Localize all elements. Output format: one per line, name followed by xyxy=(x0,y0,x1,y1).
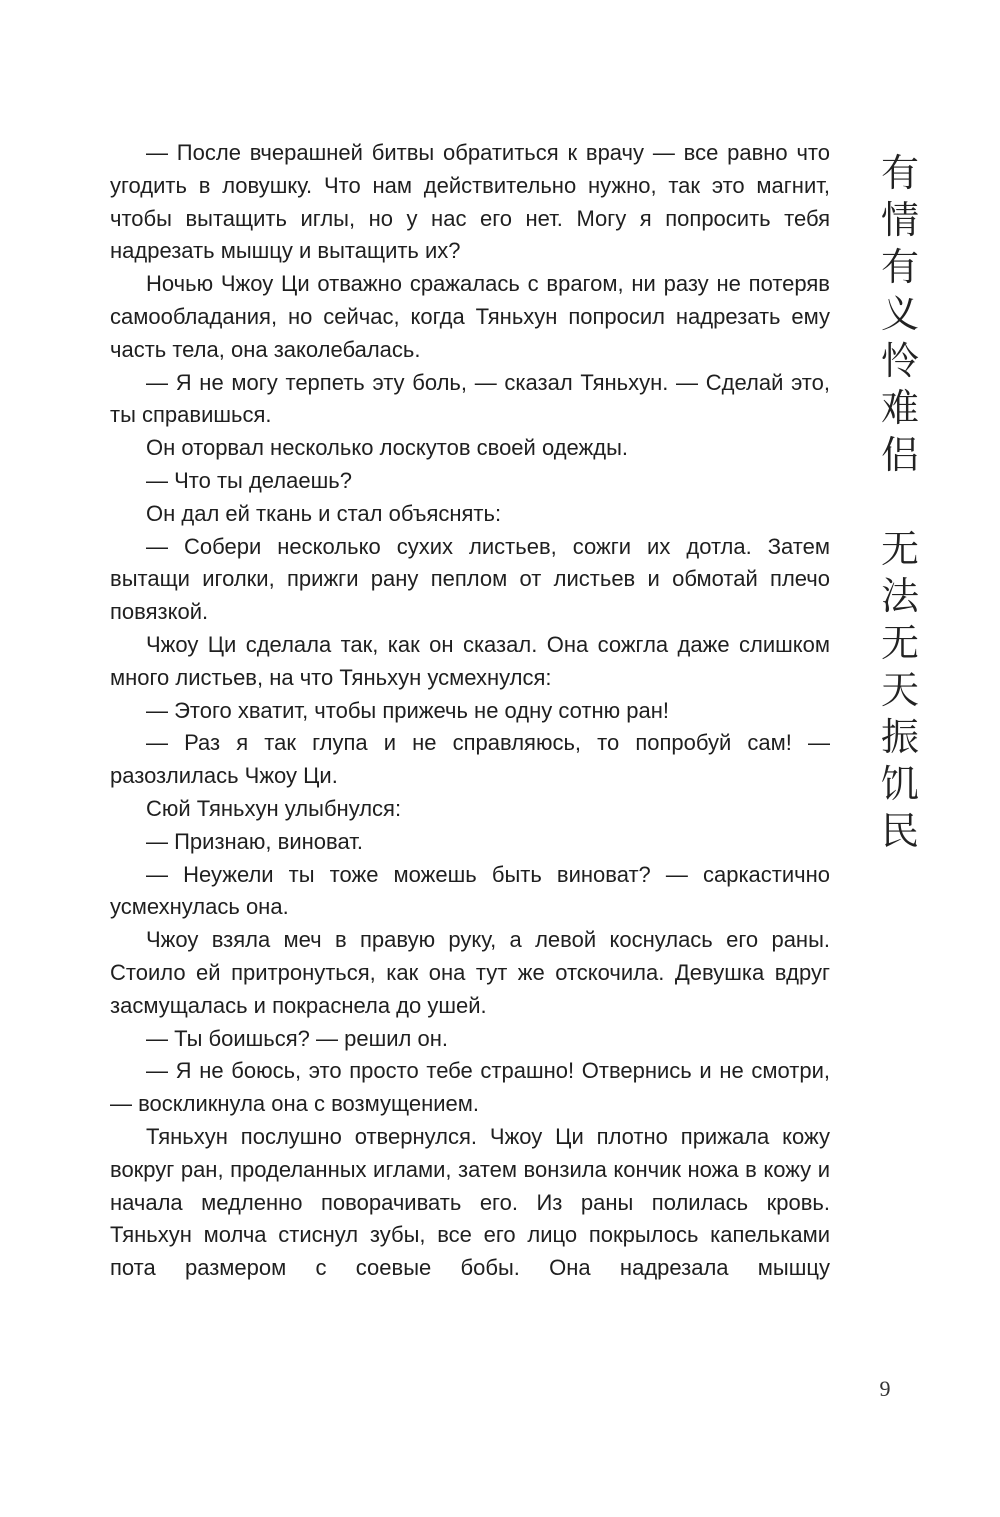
title-char: 怜 xyxy=(880,339,919,383)
title-char: 无 xyxy=(880,527,919,571)
paragraph-10: — Раз я так глупа и не справляюсь, то попробуй сам! — разозлилась Чжоу Ци. xyxy=(110,730,830,789)
paragraph-17: Тяньхун послушно отвернулся. Чжоу Ци плотно прижала кожу вокруг ран, проделанных иглами, затем вонзила кончик ножа в кожу и начала медленно поворачивать его. Из раны полилась кровь. Тяньхун молча стиснул зубы, все его лицо покрылось капельками пота размером с соевые бобы. Она надрезала мышцу xyxy=(110,1123,830,1281)
paragraph-4: Он оторвал несколько лоскутов своей одежды. xyxy=(146,435,629,461)
title-char: 法 xyxy=(880,574,919,618)
paragraph-2: Ночью Чжоу Ци отважно сражалась с врагом, ни разу не потеряв самообладания, но сейчас, когда Тяньхун попросил надрезать ему часть тела, она заколебалась. xyxy=(110,271,830,362)
title-char: 侣 xyxy=(880,433,919,477)
paragraph-6: Он дал ей ткань и стал объяснять: xyxy=(146,500,502,526)
title-char: 有 xyxy=(880,151,919,195)
paragraph-14: Чжоу взяла меч в правую руку, а левой коснулась его раны. Стоило ей притронуться, как она тут же отскочила. Девушка вдруг засмущалась и покраснела до ушей. xyxy=(110,927,830,1018)
chapter-title-line-1 xyxy=(872,150,928,479)
title-char: 义 xyxy=(880,292,919,336)
paragraph-12: — Признаю, виноват. xyxy=(146,828,363,854)
paragraph-1: — После вчерашней битвы обратиться к врачу — все равно что угодить в ловушку. Что нам действительно нужно, так это магнит, чтобы вытащить иглы, но у нас его нет. Могу я попросить тебя надрезать мышцу и вытащить их? xyxy=(110,140,830,264)
paragraph-15: — Ты боишься? — решил он. xyxy=(146,1025,448,1051)
paragraph-9: — Этого хватит, чтобы прижечь не одну сотню ран! xyxy=(146,697,669,723)
title-char: 天 xyxy=(880,668,919,712)
title-char: 难 xyxy=(880,386,919,430)
title-char: 有 xyxy=(880,245,919,289)
body-text xyxy=(110,137,830,1285)
paragraph-13: — Неужели ты тоже можешь быть виноват? — саркастично усмехнулась она. xyxy=(110,861,830,920)
title-char: 无 xyxy=(880,621,919,665)
paragraph-3: — Я не могу терпеть эту боль, — сказал Тяньхун. — Сделай это, ты справишься. xyxy=(110,369,830,428)
paragraph-11: Сюй Тяньхун улыбнулся: xyxy=(146,795,402,821)
paragraph-16: — Я не боюсь, это просто тебе страшно! Отвернись и не смотри, — воскликнула она с возмущением. xyxy=(110,1058,830,1117)
title-char: 民 xyxy=(880,809,919,853)
title-char: 饥 xyxy=(880,762,919,806)
chapter-title-line-2 xyxy=(872,526,928,855)
title-char: 情 xyxy=(880,198,919,242)
paragraph-7: — Собери несколько сухих листьев, сожги их дотла. Затем вытащи иголки, прижги рану пеплом от листьев и обмотай плечо повязкой. xyxy=(110,533,830,625)
title-char: 振 xyxy=(880,715,919,759)
paragraph-8: Чжоу Ци сделала так, как он сказал. Она сожгла даже слишком много листьев, на что Тяньхун усмехнулся: xyxy=(110,631,830,690)
page-number: 9 xyxy=(879,1376,891,1401)
paragraph-5: — Что ты делаешь? xyxy=(146,467,352,493)
